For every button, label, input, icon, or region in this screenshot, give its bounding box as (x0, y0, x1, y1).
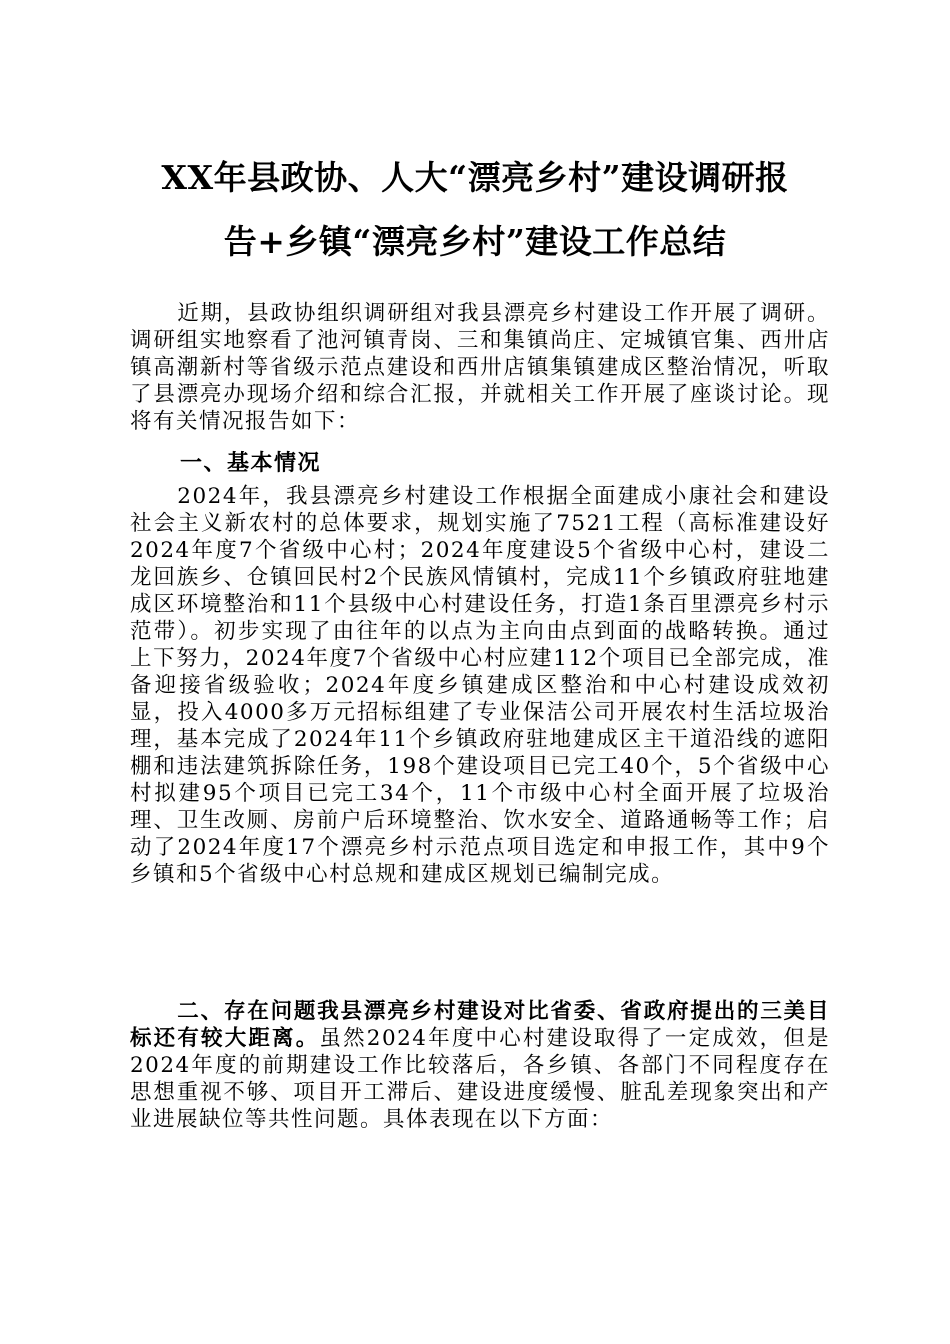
document-title-line-1: XX年县政协、人大“漂亮乡村”建设调研报 (161, 158, 789, 197)
intro-paragraph: 近期，县政协组织调研组对我县漂亮乡村建设工作开展了调研。调研组实地察看了池河镇青岗、三和集镇尚庄、定城镇官集、西卅店镇高潮新村等省级示范点建设和西卅店镇集镇建成区整治情况，听取了县漂亮办现场介绍和综合汇报，并就相关工作开展了座谈讨论。现将有关情况报告如下： (130, 301, 830, 434)
section-heading-problems: 二、存在问题我县漂亮乡村建设对比省委、省政府提出的三美目标还有较大距离。 (130, 999, 830, 1051)
problems-paragraph (130, 998, 830, 1133)
problems-body-text: 虽然2024年度中心村建设取得了一定成效，但是2024年度的前期建设工作比较落后，各乡镇、各部门不同程度存在思想重视不够、项目开工滞后、建设进度缓慢、脏乱差现象突出和产业进展缺位等共性问题。具体表现在以下方面： (130, 1026, 830, 1132)
basic-situation-paragraph: 2024年，我县漂亮乡村建设工作根据全面建成小康社会和建设社会主义新农村的总体要求，规划实施了7521工程（高标准建设好2024年度7个省级中心村；2024年度建设5个省级中心村，建设二龙回族乡、仓镇回民村2个民族风情镇村，完成11个乡镇政府驻地建成区环境整治和11个县级中心村建设任务，打造1条百里漂亮乡村示范带）。初步实现了由往年的以点为主向由点到面的战略转换。通过上下努力，2024年度7个省级中心村应建112个项目已全部完成，准备迎接省级验收；2024年度乡镇建成区整治和中心村建设成效初显，投入4000多万元招标组建了专业保洁公司开展农村生活垃圾治理，基本完成了2024年11个乡镇政府驻地建成区主干道沿线的遮阳棚和违法建筑拆除任务，198个建设项目已完工40个，5个省级中心村拟建95个项目已完工34个，11个市级中心村全面开展了垃圾治理、卫生改厕、房前户后环境整治、饮水安全、道路通畅等工作；启动了2024年度17个漂亮乡村示范点项目选定和申报工作，其中9个乡镇和5个省级中心村总规和建成区规划已编制完成。 (130, 484, 830, 887)
document-title-line-2: 告+乡镇“漂亮乡村”建设工作总结 (223, 222, 727, 261)
section-heading-basic: 一、基本情况 (180, 450, 322, 476)
